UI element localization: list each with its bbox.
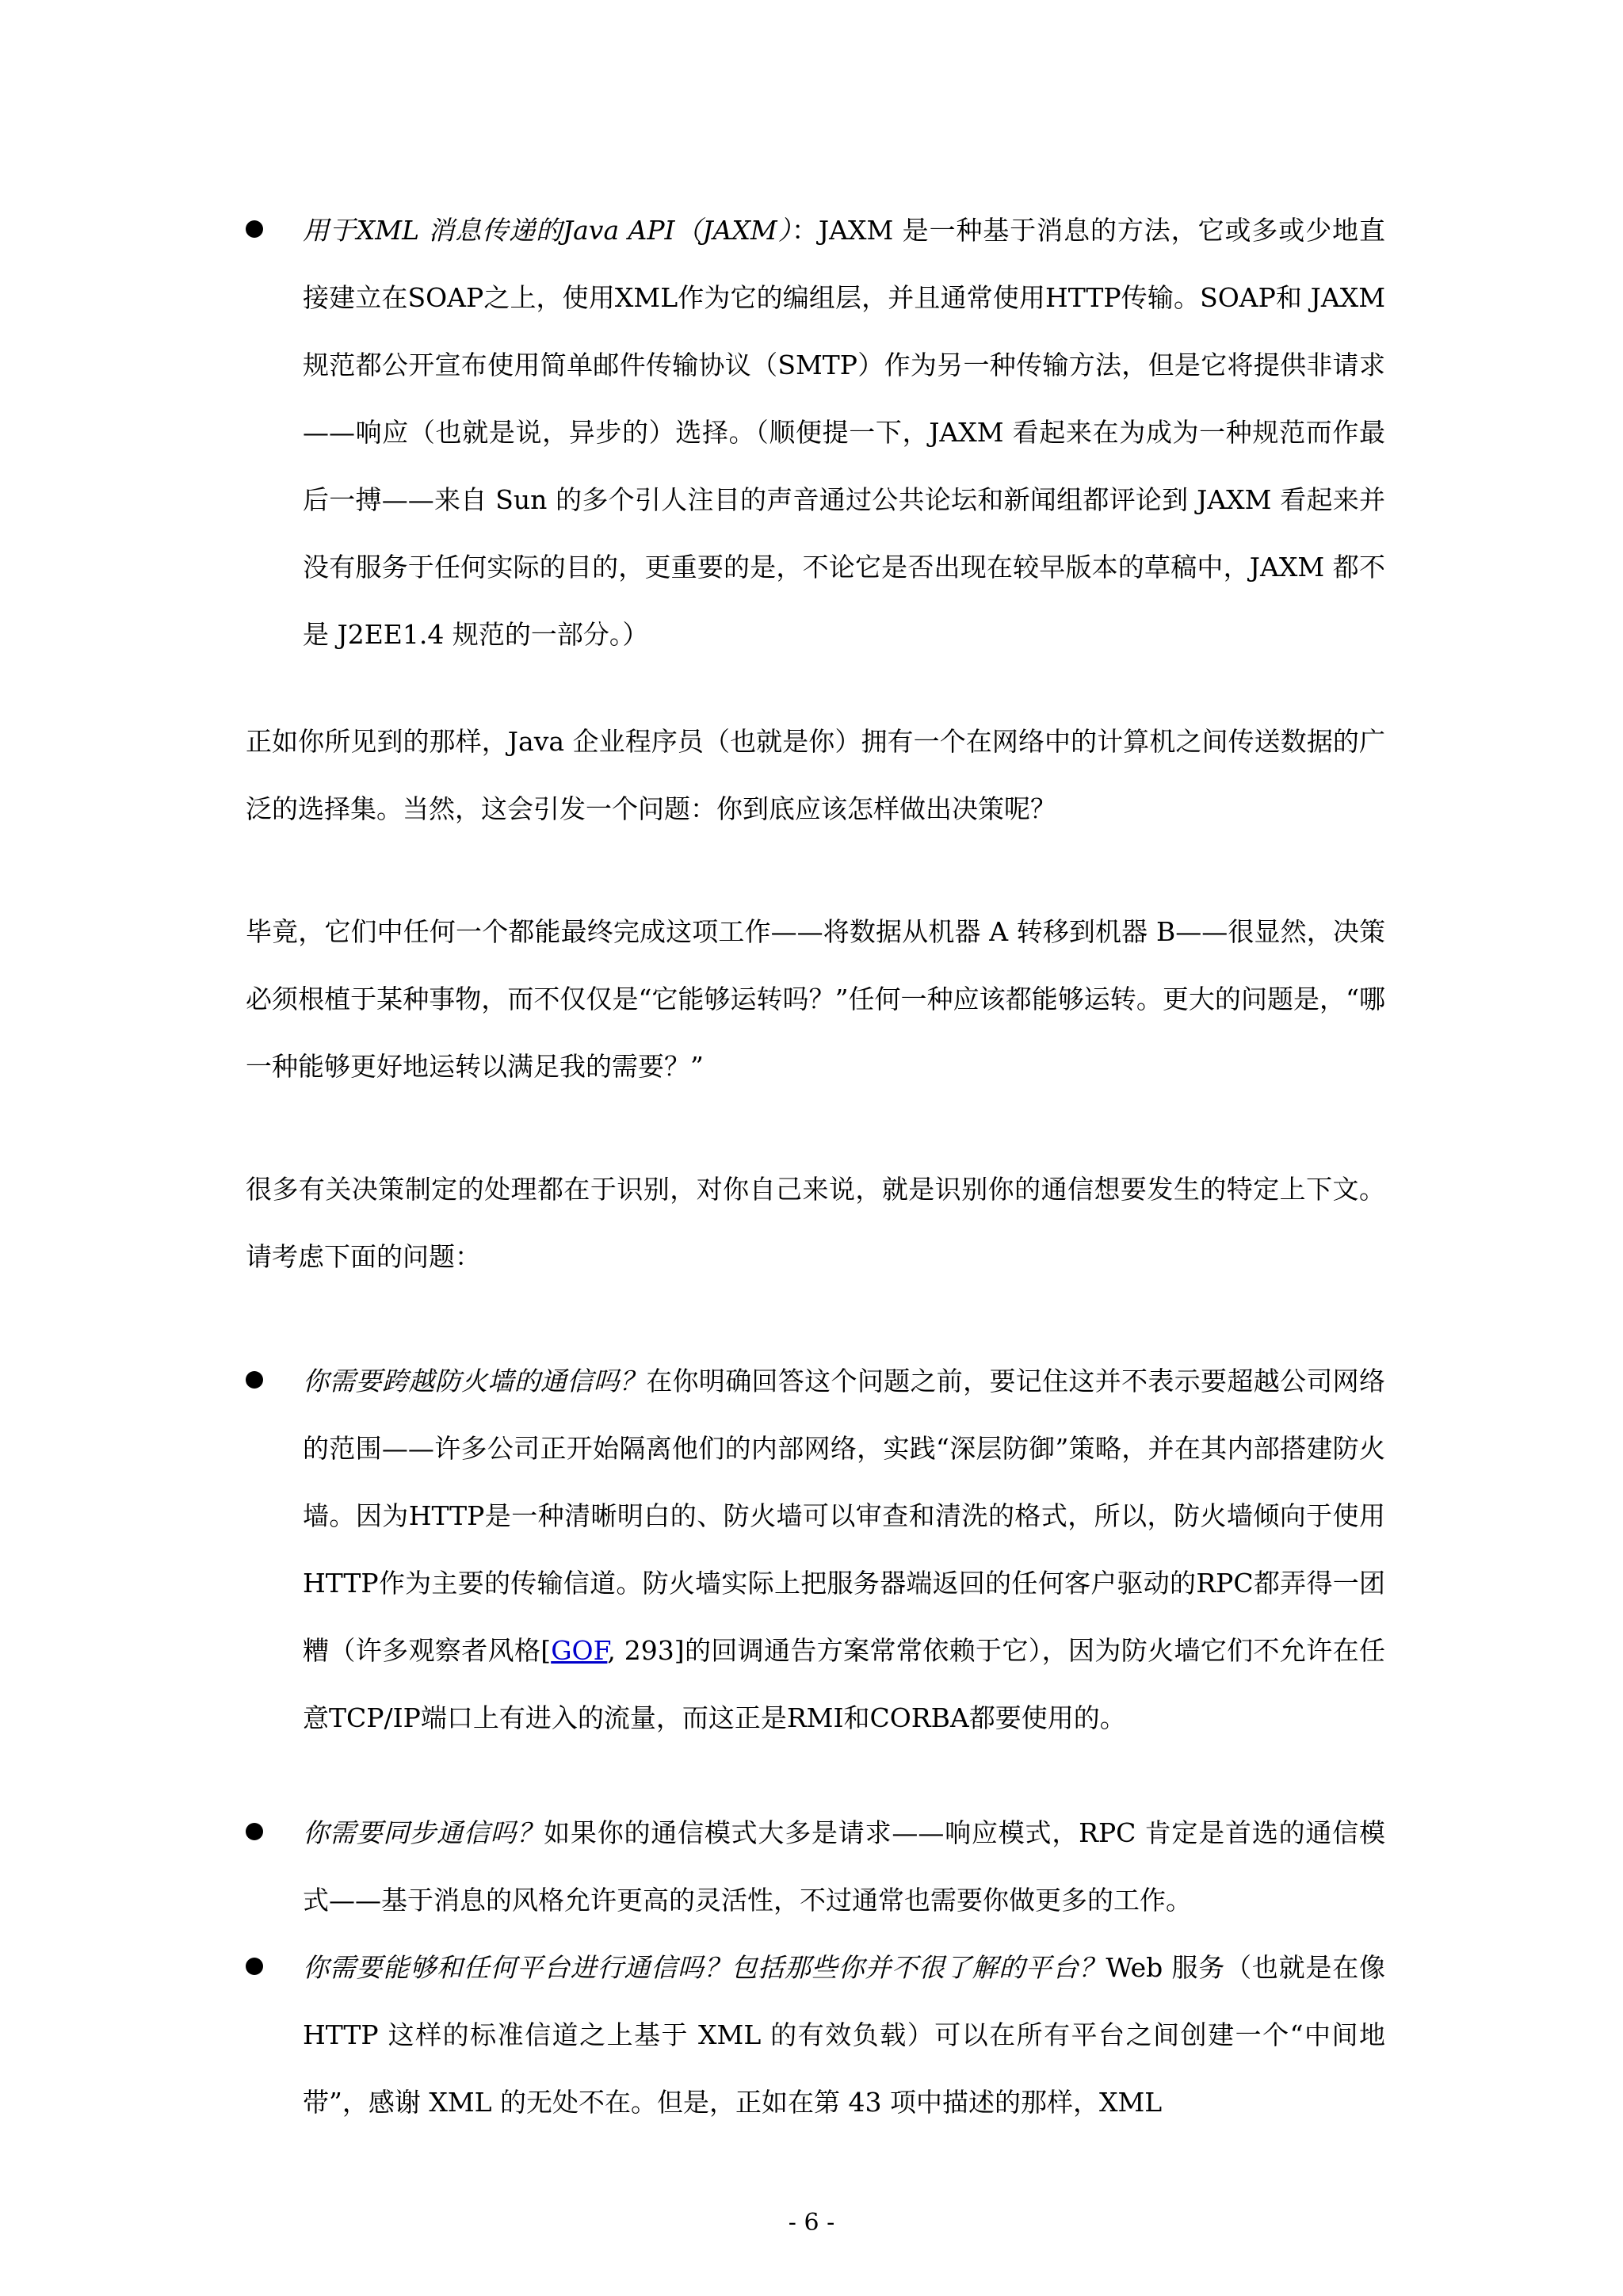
paragraph-3: 很多有关决策制定的处理都在于识别，对你自己来说，就是识别你的通信想要发生的特定上下文。请考虑下面的问题： <box>246 1174 1385 1272</box>
gof-link[interactable]: GOF <box>551 1635 608 1666</box>
bullet-item-sync <box>246 1799 1385 1934</box>
bullet-lead: 你需要同步通信吗？ <box>303 1817 544 1848</box>
bullet-item-firewall <box>246 1347 1385 1752</box>
bullet-body: ：JAXM 是一种基于消息的方法，它或多或少地直接建立在SOAP之上，使用XML作为它的编组层，并且通常使用HTTP传输。SOAP和 JAXM 规范都公开宣布使用简单邮件传输协议（SMTP）作为另一种传输方法，但是它将提供非请求——响应（也就是说，异步的）选择。（顺便提一下，JAXM 看起来在为成为一种规范而作最后一搏——来自 Sun 的多个引人注目的声音通过公共论坛和新闻组都评论到 JAXM 看起来并没有服务于任何实际的目的，更重要的是，不论它是否出现在较早版本的草稿中，JAXM 都不是 J2EE1.4 规范的一部分。） <box>303 215 1385 650</box>
bullet-dot-icon <box>246 1823 263 1840</box>
bullet-item-jaxm <box>246 197 1385 668</box>
paragraph-2: 毕竟，它们中任何一个都能最终完成这项工作——将数据从机器 A 转移到机器 B——很显然，决策必须根植于某种事物，而不仅仅是“它能够运转吗？”任何一种应该都能够运转。更大的问题是，“哪一种能够更好地运转以满足我的需要？” <box>246 916 1385 1082</box>
bullet-text <box>303 1347 1385 1752</box>
page-number: - 6 - <box>788 2209 835 2237</box>
paragraph-1: 正如你所见到的那样，Java 企业程序员（也就是你）拥有一个在网络中的计算机之间传送数据的广泛的选择集。当然，这会引发一个问题：你到底应该怎样做出决策呢？ <box>246 726 1385 824</box>
bullet-dot-icon <box>246 1371 263 1389</box>
bullet-body: Web 服务（也就是在像 HTTP 这样的标准信道之上基于 XML 的有效负载）可以在所有平台之间创建一个“中间地带”，感谢 XML 的无处不在。但是，正如在第 43 项中描述的那样，XML <box>303 1952 1385 2118</box>
bullet-lead: 你需要跨越防火墙的通信吗？ <box>303 1366 647 1396</box>
bullet-body: 如果你的通信模式大多是请求——响应模式，RPC 肯定是首选的通信模式——基于消息的风格允许更高的灵活性，不过通常也需要你做更多的工作。 <box>303 1817 1385 1916</box>
bullet-dot-icon <box>246 1958 263 1975</box>
bullet-lead: 你需要能够和任何平台进行通信吗？包括那些你并不很了解的平台？ <box>303 1952 1106 1983</box>
bullet-lead: 用于XML 消息传递的Java API（JAXM） <box>303 215 792 246</box>
bullet-dot-icon <box>246 220 263 238</box>
bullet-body-tail: , 293]的回调通告方案常常依赖于它），因为防火墙它们不允许在任意TCP/IP端口上有进入的流量，而这正是RMI和CORBA都要使用的。 <box>303 1635 1386 1733</box>
bullet-text <box>303 1934 1385 2136</box>
bullet-item-platform <box>246 1934 1385 2136</box>
bullet-text <box>303 1799 1385 1934</box>
bullet-body: 在你明确回答这个问题之前，要记住这并不表示要超越公司网络的范围——许多公司正开始隔离他们的内部网络，实践“深层防御”策略，并在其内部搭建防火墙。因为HTTP是一种清晰明白的、防火墙可以审查和清洗的格式，所以，防火墙倾向于使用HTTP作为主要的传输信道。防火墙实际上把服务器端返回的任何客户驱动的RPC都弄得一团糟（许多观察者风格[ <box>303 1366 1386 1666</box>
bullet-text <box>303 197 1385 668</box>
